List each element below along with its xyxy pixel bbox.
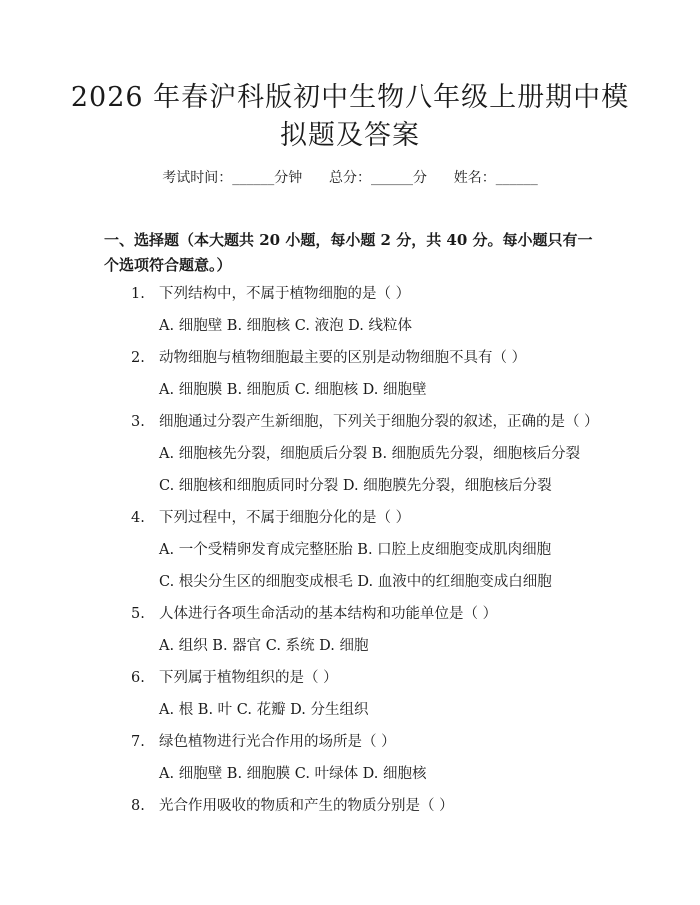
question-text: 动物细胞与植物细胞最主要的区别是动物细胞不具有（ ） — [159, 350, 527, 366]
question-1-options: A. 细胞壁 B. 细胞核 C. 液泡 D. 线粒体 — [159, 318, 413, 334]
exam-info-line: 考试时间：______分钟 总分：______分 姓名：______ — [162, 170, 538, 186]
question-number: 8. — [131, 798, 145, 814]
question-number: 4. — [131, 510, 145, 526]
question-4-options-row-2: C. 根尖分生区的细胞变成根毛 D. 血液中的红细胞变成白细胞 — [159, 574, 552, 590]
document-title-line-2: 拟题及答案 — [280, 120, 420, 151]
question-4-options-row-1: A. 一个受精卵发育成完整胚胎 B. 口腔上皮细胞变成肌肉细胞 — [159, 542, 552, 558]
question-number: 6. — [131, 670, 145, 686]
question-2 — [131, 346, 526, 367]
document-title-line-1: 2026 年春沪科版初中生物八年级上册期中模 — [70, 82, 630, 113]
question-3-options-row-1: A. 细胞核先分裂，细胞质后分裂 B. 细胞质先分裂，细胞核后分裂 — [159, 446, 581, 462]
question-7-options: A. 细胞壁 B. 细胞膜 C. 叶绿体 D. 细胞核 — [159, 766, 427, 782]
question-7 — [131, 730, 396, 751]
question-text: 下列属于植物组织的是（ ） — [159, 670, 338, 686]
question-number: 3. — [131, 414, 145, 430]
question-text: 下列过程中，不属于细胞分化的是（ ） — [159, 510, 411, 526]
question-number: 2. — [131, 350, 145, 366]
question-3-options-row-2: C. 细胞核和细胞质同时分裂 D. 细胞膜先分裂，细胞核后分裂 — [159, 478, 552, 494]
question-number: 1. — [131, 286, 145, 302]
question-text: 绿色植物进行光合作用的场所是（ ） — [159, 734, 396, 750]
question-text: 下列结构中，不属于植物细胞的是（ ） — [159, 286, 411, 302]
question-3 — [131, 410, 599, 431]
question-6-options: A. 根 B. 叶 C. 花瓣 D. 分生组织 — [159, 702, 369, 718]
question-5 — [131, 602, 497, 623]
question-number: 7. — [131, 734, 145, 750]
question-number: 5. — [131, 606, 145, 622]
question-text: 细胞通过分裂产生新细胞，下列关于细胞分裂的叙述，正确的是（ ） — [159, 414, 599, 430]
question-4 — [131, 506, 410, 527]
question-2-options: A. 细胞膜 B. 细胞质 C. 细胞核 D. 细胞壁 — [159, 382, 427, 398]
question-5-options: A. 组织 B. 器官 C. 系统 D. 细胞 — [159, 638, 369, 654]
question-text: 人体进行各项生命活动的基本结构和功能单位是（ ） — [159, 606, 498, 622]
question-1 — [131, 282, 410, 303]
question-8 — [131, 794, 454, 815]
section-heading: 一、选择题（本大题共 20 小题，每小题 2 分，共 40 分。每小题只有一个选项符合题意。） — [104, 231, 593, 274]
question-text: 光合作用吸收的物质和产生的物质分别是（ ） — [159, 798, 454, 814]
question-6 — [131, 666, 338, 687]
